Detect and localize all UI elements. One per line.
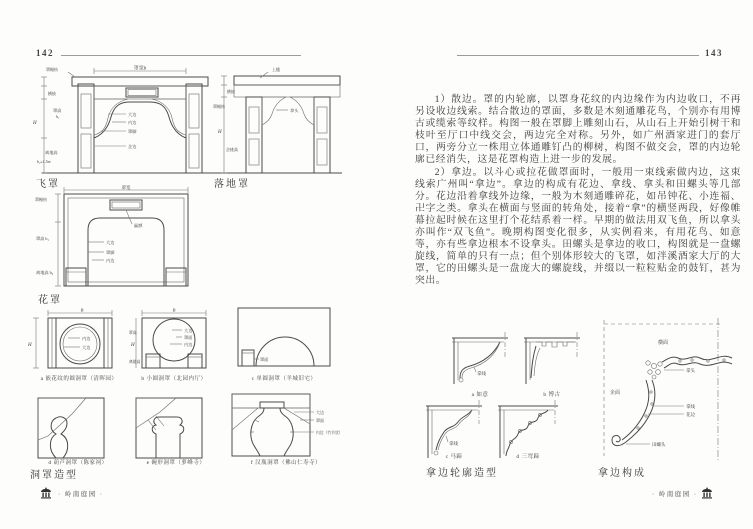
callout-neibian: 内边 — [106, 258, 115, 263]
section-label-dongzhao: 洞罩造型 — [30, 470, 78, 481]
dim-zhaokuan-label: 罩宽 — [121, 184, 131, 190]
label-huabian: 花边 — [686, 412, 695, 417]
dim-B-label: B — [172, 307, 176, 313]
callout-zhaomian: 罩面 — [260, 357, 269, 362]
callout-neibian: 内边（竹节状） — [316, 431, 343, 435]
figure-luodizhao-drawing — [212, 62, 344, 184]
figure-profile-d-drawing — [494, 398, 564, 460]
body-text-block — [415, 94, 741, 288]
figure-circle-a-caption: a 嵌花纹的圆洞罩（清晖园） — [40, 376, 118, 382]
callout-dabian: 大边 — [184, 328, 193, 333]
dim-H-label: H — [131, 343, 135, 348]
dim-B-label: B — [80, 307, 84, 313]
figure-profile-a-caption: a 如意 — [471, 392, 489, 398]
callout-natou: 拿头 — [290, 108, 299, 113]
figure-profile-a-drawing — [448, 330, 514, 386]
figure-luodizhao-caption: 落地罩 — [214, 179, 250, 190]
callout-dabian: 大边 — [128, 112, 137, 117]
dim-H-label: H — [28, 343, 32, 348]
figure-circle-c-caption: c 单圆洞罩（羊城旧宅） — [251, 376, 317, 382]
figure-huazhao-drawing — [34, 184, 200, 296]
right-page-number: 143 — [705, 48, 723, 58]
dim-h1-label: h₁ — [56, 114, 60, 119]
dim-lidigao-label: 离地高 — [129, 360, 141, 364]
dim-hengpi-label: 横披 — [48, 91, 56, 96]
callout-zhaojiao: 罩脚 — [128, 129, 137, 134]
figure-profile-c-drawing — [422, 398, 488, 460]
dim-lintel-label: 罩楣枋 — [35, 197, 47, 202]
footer-left-book-title: · 岭南庭园 · — [58, 491, 104, 498]
label-natou: 拿头 — [686, 368, 695, 373]
right-header-rule — [457, 55, 699, 56]
figure-composition-caption: 拿边构成 — [598, 468, 646, 479]
figure-feizhao-drawing — [28, 62, 232, 184]
figure-vase-d-drawing — [28, 390, 128, 466]
dim-zhaogao-label: 罩高 h₁ — [36, 236, 49, 241]
label-naxian: 拿线 — [477, 371, 486, 376]
figure-huazhao-caption: 花罩 — [38, 295, 62, 306]
figure-circle-c-drawing — [226, 300, 342, 374]
callout-zhaomian: 罩面 — [184, 335, 193, 340]
figure-profile-b-drawing — [520, 330, 586, 386]
callout-dabian: 大边 — [106, 240, 115, 245]
callout-dabian: 大边 — [316, 410, 324, 415]
paragraph-nabian: 2）拿边。以斗心或拉花做罩面时，一般用一束线索做内边，这束线索广州叫“拿边”。拿边的构成有花边、拿线、拿头和田螺头等几部分。花边沿着拿线外边缘，一般为木刻通雕碎花，如吊钟花、小连福、卍字之类。拿头在横面与竖面的转角处，接着“拿”的横竖两段，好像帷幕拉起时候在这里打个花结系着一样。早期的做法用双飞鱼，所以拿头亦叫作“双飞鱼”。晚期构图变化很多，从实例看来，有用花鸟、如意等，亦有些拿边根本不设拿头。田螺头是拿边的收口，构图就是一盘螺旋线，简单的只有一点；但个别体形较大的飞罩，如泮溪酒家大厅的大罩，它的田螺头是一盘庞大的螺旋线，并缀以一粒粒贴金的鼓钉，甚为突出。 — [415, 166, 741, 287]
dim-zhaokuan-label: 罩宽b — [133, 66, 147, 72]
label-tianluotou: 田螺头 — [652, 442, 666, 447]
figure-vase-d-caption: d 葫芦洞罩（陈家祠） — [48, 460, 108, 466]
callout-qibian: 企边 — [128, 144, 137, 149]
pavilion-icon — [40, 487, 52, 499]
dim-shangkan-label: 上槛 — [272, 67, 280, 72]
left-page-number: 142 — [36, 48, 54, 58]
figure-vase-e-caption: e 碗形洞罩（萝峰寺） — [146, 460, 206, 466]
callout-zhaomian: 罩面 — [316, 418, 324, 423]
figure-vase-e-drawing — [126, 390, 226, 466]
dim-H-label: H — [33, 121, 37, 126]
paragraph-sanbian: 1）散边。罩的内轮廓，以罩身花纹的内边缘作为内边收口，不再另设收边线索。结合散边的罩面，多数是木刻通雕花鸟，个别亦有用博古或缆索等纹样。构图一般在罩脚上雕刻山石，从山石上开始引树干和枝叶至厅口中线交会，两边完全对称。另外，如广州酒家进门的套厅口，两旁分立一株用立体通雕钉凸的柳树，构图不做交会，罩的内边轮廓已经消失，这是花罩构造上进一步的发展。 — [415, 94, 741, 166]
callout-zhaojiao: 罩脚 — [106, 250, 115, 255]
dim-zhaogao-label: 罩高 — [53, 108, 62, 113]
label-naxian: 拿线 — [449, 441, 458, 446]
dim-zhaogao-label: 罩高 — [129, 331, 137, 335]
figure-feizhao-caption: 飞罩 — [36, 179, 60, 190]
callout-neibian: 内边 — [128, 120, 137, 125]
figure-profiles-caption: 拿边轮廓造型 — [426, 468, 498, 479]
label-qimian: 企面 — [610, 391, 621, 396]
dim-lidigao-label: 离地高 h₂ — [36, 270, 54, 275]
figure-profile-b-caption: b 博古 — [543, 392, 561, 398]
dim-hengpi-label: 横披 — [227, 89, 235, 94]
dim-qilonggao-label: 企栊高 — [226, 147, 238, 152]
figure-composition-drawing — [596, 314, 736, 462]
figure-circle-b-drawing — [128, 306, 220, 374]
dim-zhaomeifang-label: 罩楣枋 — [213, 104, 225, 109]
dim-H-label: H — [218, 130, 222, 135]
callout-biane: 匾额 — [134, 223, 143, 228]
footer-right-book-title: · 岭南庭园 · — [652, 491, 698, 498]
figure-vase-f-caption: f 汉瓶洞罩（佛山仁寿寺） — [250, 460, 322, 466]
callout-neibian: 内边 — [184, 342, 193, 347]
figure-profile-d-caption: d 三弯蹄 — [516, 454, 540, 460]
dim-lidigao-label: 离地高 — [45, 150, 58, 155]
callout-neibian: 内边 — [82, 336, 91, 341]
label-hengmian: 横面 — [658, 341, 669, 346]
pavilion-icon — [701, 487, 713, 499]
dim-h2-label: h₂≥1.5m — [37, 159, 51, 164]
figure-circle-b-caption: b 小圆洞罩（北园内厅） — [141, 376, 207, 382]
left-header-rule — [61, 55, 301, 56]
figure-circle-a-drawing — [26, 306, 130, 374]
callout-dabian: 大边 — [82, 345, 91, 350]
dim-lintel-label: 罩楣枋 — [46, 67, 58, 72]
figure-profile-c-caption: c 马蹄 — [445, 454, 463, 460]
label-naxian: 拿线 — [686, 404, 695, 409]
